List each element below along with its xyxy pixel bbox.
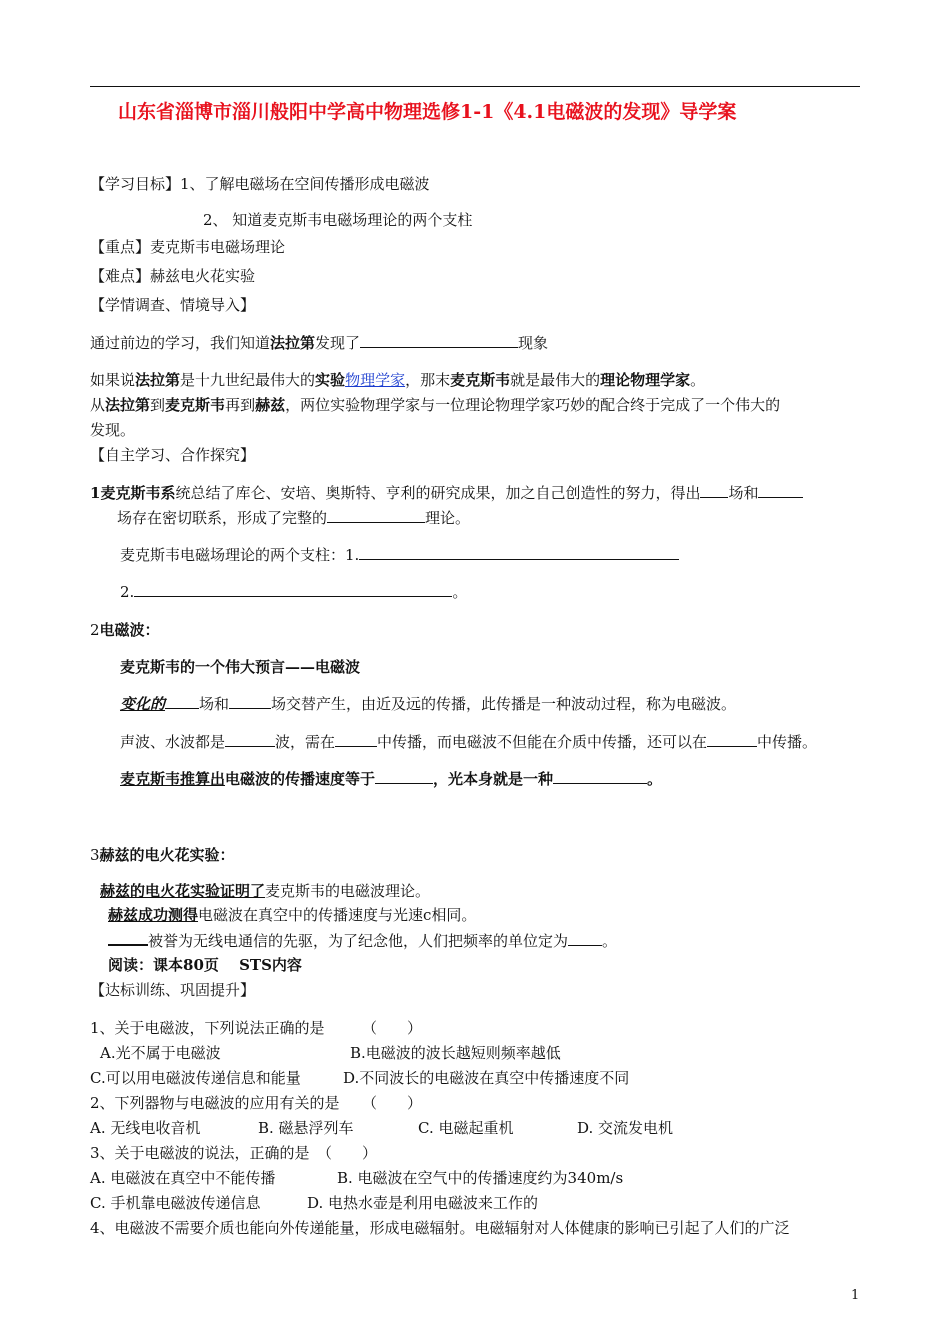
text: 。 <box>452 583 468 601</box>
hertz: 赫兹 <box>255 396 286 414</box>
page-number: 1 <box>851 1288 860 1303</box>
intro-paragraph-3-cont: 发现。 <box>90 421 136 439</box>
maxwell: 麦克斯韦 <box>450 371 511 389</box>
text: 场和 <box>728 484 759 502</box>
answer-blank[interactable] <box>229 694 271 709</box>
maxwell-derived: 麦克斯韦推算出 <box>120 770 226 788</box>
answer-blank[interactable] <box>707 732 757 747</box>
text: ，光本身就是一种 <box>433 770 554 788</box>
question-3-stem: 3、关于电磁波的说法，正确的是 （ ） <box>90 1144 378 1162</box>
text: 从 <box>90 396 106 414</box>
pillar-2 <box>120 582 467 602</box>
question-1-stem: 1、关于电磁波，下列说法正确的是 （ ） <box>90 1019 423 1037</box>
question-3-option-a: A. 电磁波在真空中不能传播 <box>90 1169 276 1187</box>
question-1-option-a: A.光不属于电磁波 <box>100 1044 221 1062</box>
section-3-heading <box>90 845 235 865</box>
section-3-line-3 <box>108 930 617 951</box>
answer-blank[interactable] <box>375 769 433 784</box>
answer-blank[interactable] <box>360 333 518 348</box>
text: 声波、水波都是 <box>120 733 226 751</box>
answer-blank[interactable] <box>568 931 602 946</box>
heading: 电磁波： <box>99 621 160 639</box>
section-1-line-2 <box>117 508 470 528</box>
answer-blank[interactable] <box>108 930 148 946</box>
answer-blank[interactable] <box>700 483 728 498</box>
answer-blank[interactable] <box>165 694 199 709</box>
num: 2 <box>90 621 100 639</box>
heading: 赫兹的电火花实验： <box>99 846 235 864</box>
section-3-line-2 <box>108 905 476 925</box>
physicist-link[interactable]: 物理学家 <box>345 371 406 389</box>
text: 如果说 <box>90 371 136 389</box>
question-2-option-d: D. 交流发电机 <box>577 1119 674 1137</box>
section-2-heading <box>90 620 160 640</box>
objective-1: 【学习目标】1、了解电磁场在空间传播形成电磁波 <box>90 175 430 193</box>
header-rule <box>90 86 860 87</box>
text: 再到 <box>225 396 256 414</box>
question-1-option-d: D.不同波长的电磁波在真空中传播速度不同 <box>343 1069 630 1087</box>
answer-blank[interactable] <box>225 732 275 747</box>
question-3-option-d: D. 电热水壶是利用电磁波来工作的 <box>307 1194 539 1212</box>
intro-paragraph-1 <box>90 333 548 353</box>
section-2-line-2 <box>120 732 817 752</box>
answer-blank[interactable] <box>134 582 452 597</box>
reading-note: 阅读：课本80页 STS内容 <box>108 956 302 974</box>
maxwell: 麦克斯韦系 <box>100 484 176 502</box>
section-2-subheading: 麦克斯韦的一个伟大预言——电磁波 <box>120 658 361 676</box>
question-1-option-b: B.电磁波的波长越短则频率越低 <box>350 1044 561 1062</box>
experiment: 实验 <box>315 371 346 389</box>
question-1-option-c: C.可以用电磁波传递信息和能量 <box>90 1069 301 1087</box>
question-2-stem: 2、下列器物与电磁波的应用有关的是 （ ） <box>90 1094 423 1112</box>
theoretical-physicist: 理论物理学家 <box>600 371 691 389</box>
question-3-option-b: B. 电磁波在空气中的传播速度约为340m/s <box>337 1169 624 1187</box>
text: 。 <box>647 770 663 788</box>
intro-heading: 【学情调查、情境导入】 <box>90 296 256 314</box>
text: 是十九世纪最伟大的 <box>180 371 316 389</box>
answer-blank[interactable] <box>758 483 803 498</box>
text: 被誉为无线电通信的先驱，为了纪念他，人们把频率的单位定为 <box>148 932 569 950</box>
intro-paragraph-3 <box>90 395 780 415</box>
maxwell: 麦克斯韦 <box>165 396 226 414</box>
text: 麦克斯韦电磁场理论的两个支柱：1. <box>120 546 360 564</box>
text: 发现了 <box>315 334 361 352</box>
text: 理论。 <box>425 509 471 527</box>
text: 场交替产生，由近及远的传播，此传播是一种波动过程，称为电磁波。 <box>271 695 737 713</box>
text: 现象 <box>518 334 549 352</box>
faraday: 法拉第 <box>105 396 151 414</box>
section-1-line-1 <box>90 483 803 503</box>
key-point: 【重点】麦克斯韦电磁场理论 <box>90 238 286 256</box>
text: ，那末 <box>405 371 451 389</box>
answer-blank[interactable] <box>553 769 647 784</box>
text: 波，需在 <box>275 733 336 751</box>
text: 电磁波的传播速度等于 <box>225 770 376 788</box>
answer-blank[interactable] <box>359 545 679 560</box>
text: 。 <box>602 932 618 950</box>
answer-blank[interactable] <box>327 508 425 523</box>
text: 中传播。 <box>757 733 818 751</box>
hertz-proved: 赫兹的电火花实验证明了 <box>100 882 266 900</box>
num: 1 <box>90 484 101 502</box>
question-4-stem: 4、电磁波不需要介质也能向外传递能量，形成电磁辐射。电磁辐射对人体健康的影响已引起了人们的广泛 <box>90 1219 790 1237</box>
section-3-line-1 <box>100 881 430 901</box>
self-study-heading: 【自主学习、合作探究】 <box>90 446 256 464</box>
num: 3 <box>90 846 100 864</box>
difficulty: 【难点】赫兹电火花实验 <box>90 267 256 285</box>
question-2-option-b: B. 磁悬浮列车 <box>258 1119 354 1137</box>
text: 场存在密切联系，形成了完整的 <box>117 509 328 527</box>
text: 统总结了库仑、安培、奥斯特、亨利的研究成果，加之自己创造性的努力，得出 <box>175 484 701 502</box>
practice-heading: 【达标训练、巩固提升】 <box>90 981 256 999</box>
question-2-option-a: A. 无线电收音机 <box>90 1119 201 1137</box>
hertz-measured: 赫兹成功测得 <box>108 906 199 924</box>
changing: 变化的 <box>120 695 166 713</box>
question-3-option-c: C. 手机靠电磁波传递信息 <box>90 1194 261 1212</box>
pillar-1 <box>120 545 679 565</box>
section-2-line-1 <box>120 694 736 714</box>
answer-blank[interactable] <box>335 732 377 747</box>
intro-paragraph-2 <box>90 370 705 390</box>
question-2-option-c: C. 电磁起重机 <box>418 1119 514 1137</box>
text: 通过前边的学习，我们知道 <box>90 334 271 352</box>
text: 中传播，而电磁波不但能在介质中传播，还可以在 <box>377 733 708 751</box>
text: 就是最伟大的 <box>510 371 601 389</box>
faraday: 法拉第 <box>135 371 181 389</box>
text: 场和 <box>199 695 230 713</box>
section-2-line-3 <box>120 769 662 789</box>
page-title: 山东省淄博市淄川般阳中学高中物理选修1-1《4.1电磁波的发现》导学案 <box>118 101 737 123</box>
text: 2. <box>120 583 135 601</box>
text: 麦克斯韦的电磁波理论。 <box>265 882 431 900</box>
text: 电磁波在真空中的传播速度与光速c相同。 <box>198 906 477 924</box>
text: 到 <box>150 396 166 414</box>
faraday: 法拉第 <box>270 334 316 352</box>
text: ，两位实验物理学家与一位理论物理学家巧妙的配合终于完成了一个伟大的 <box>285 396 781 414</box>
objective-2: 2、 知道麦克斯韦电磁场理论的两个支柱 <box>203 211 473 229</box>
text: 。 <box>690 371 706 389</box>
